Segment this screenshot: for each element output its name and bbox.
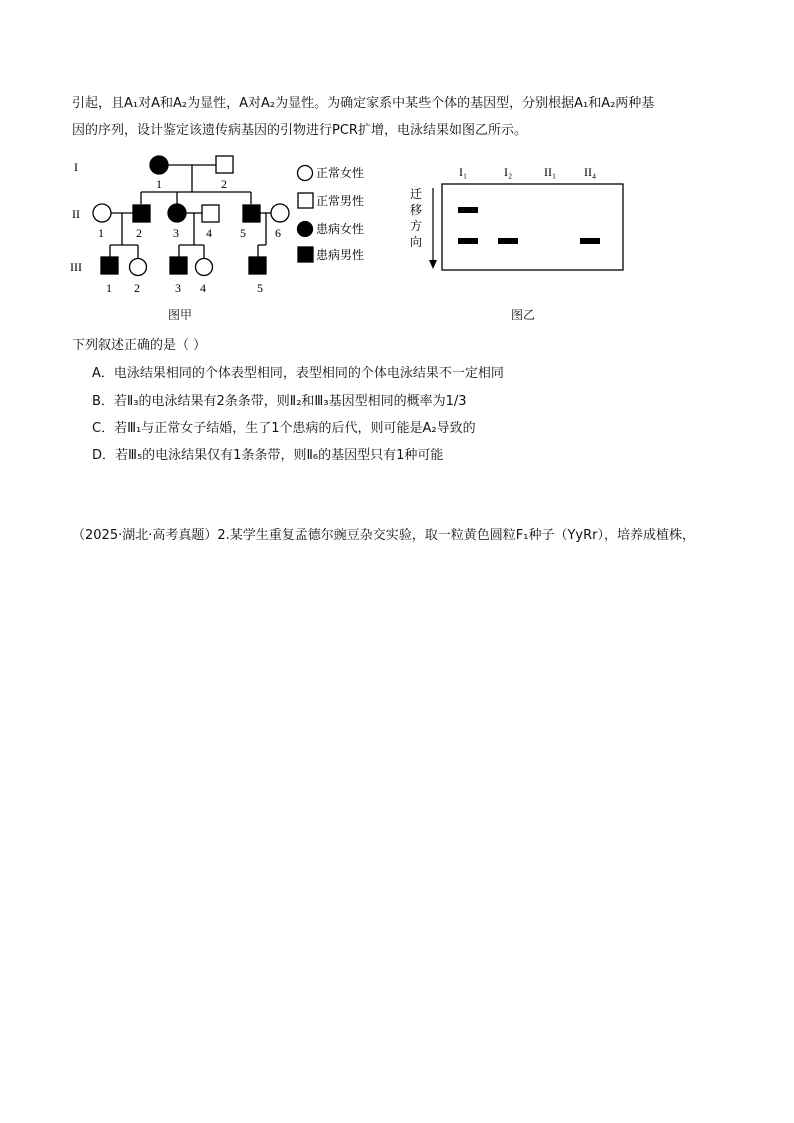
figure-b-caption: 图乙 — [511, 308, 536, 322]
intro-line-1: 引起，且A₁对A和A₂为显性，A对A₂为显性。为确定家系中某些个体的基因型，分别根据A₁和A₂两种基 — [72, 96, 655, 111]
lane-label-II1: II₁ — [544, 165, 557, 179]
svg-text:向: 向 — [410, 235, 423, 249]
q1-option-b: B．若Ⅱ₃的电泳结果有2条条带，则Ⅱ₂和Ⅲ₃基因型相同的概率为1/3 — [92, 394, 467, 409]
svg-text:1: 1 — [106, 281, 112, 295]
svg-text:迁: 迁 — [410, 187, 423, 201]
svg-text:5: 5 — [240, 226, 246, 240]
gen2-individual-5-affected-male — [243, 205, 260, 222]
legend-normal-female: 正常女性 — [316, 166, 365, 180]
svg-text:2: 2 — [134, 281, 140, 295]
gen3-individual-2-normal-female — [130, 259, 147, 276]
q1-option-d: D．若Ⅲ₅的电泳结果仅有1条条带，则Ⅱ₆的基因型只有1种可能 — [92, 448, 444, 463]
svg-text:3: 3 — [173, 226, 179, 240]
band-I1-lower — [458, 238, 478, 244]
gel-electrophoresis — [400, 160, 640, 280]
figure-a-caption: 图甲 — [168, 308, 193, 322]
gen2-individual-6-normal-female — [271, 204, 289, 222]
gel-frame — [442, 184, 623, 270]
gen-label-II: II — [72, 207, 80, 221]
gen1-individual-1-affected-female — [150, 156, 168, 174]
band-II4-lower — [580, 238, 600, 244]
svg-text:4: 4 — [206, 226, 212, 240]
q1-option-c: C．若Ⅲ₁与正常女子结婚，生了1个患病的后代，则可能是A₂导致的 — [92, 421, 476, 436]
gen-label-III: III — [70, 260, 82, 274]
lane-label-I1: I₁ — [459, 165, 468, 179]
svg-text:6: 6 — [275, 226, 281, 240]
q2-line-1: （2025·湖北·高考真题）2.某学生重复孟德尔豌豆杂交实验，取一粒黄色圆粒F₁种子（YyRr），培养成植株， — [72, 528, 695, 543]
gen3-individual-1-affected-male — [101, 257, 118, 274]
legend-affected-male: 患病男性 — [316, 248, 365, 262]
gen-label-I: I — [74, 160, 78, 174]
svg-text:移: 移 — [410, 203, 423, 217]
svg-text:2: 2 — [221, 177, 227, 191]
svg-text:2: 2 — [136, 226, 142, 240]
gen3-individual-4-normal-female — [196, 259, 213, 276]
band-I2-lower — [498, 238, 518, 244]
q1-stem: 下列叙述正确的是（ ） — [72, 338, 207, 353]
svg-text:1: 1 — [98, 226, 104, 240]
legend-normal-male-symbol — [298, 193, 313, 208]
gen1-individual-2-normal-male — [216, 156, 233, 173]
gen3-individual-5-affected-male — [249, 257, 266, 274]
lane-label-II4: II₄ — [584, 165, 597, 179]
intro-line-2: 因的序列，设计鉴定该遗传病基因的引物进行PCR扩增，电泳结果如图乙所示。 — [72, 123, 527, 138]
gen2-individual-2-affected-male — [133, 205, 150, 222]
svg-text:5: 5 — [257, 281, 263, 295]
legend-affected-female: 患病女性 — [316, 222, 365, 236]
pedigree-chart — [68, 152, 388, 312]
legend-normal-female-symbol — [298, 166, 313, 181]
q1-option-a: A．电泳结果相同的个体表型相同，表型相同的个体电泳结果不一定相同 — [92, 366, 504, 381]
gen2-individual-4-normal-male — [202, 205, 219, 222]
svg-text:3: 3 — [175, 281, 181, 295]
gen3-individual-3-affected-male — [170, 257, 187, 274]
band-I1-upper — [458, 207, 478, 213]
legend-normal-male: 正常男性 — [316, 194, 365, 208]
lane-label-I2: I₂ — [504, 165, 513, 179]
svg-text:1: 1 — [156, 177, 162, 191]
legend-affected-female-symbol — [298, 222, 313, 237]
svg-text:方: 方 — [410, 219, 423, 233]
legend-affected-male-symbol — [298, 247, 313, 262]
gen2-individual-3-affected-female — [168, 204, 186, 222]
svg-text:4: 4 — [200, 281, 206, 295]
gen2-individual-1-normal-female — [93, 204, 111, 222]
